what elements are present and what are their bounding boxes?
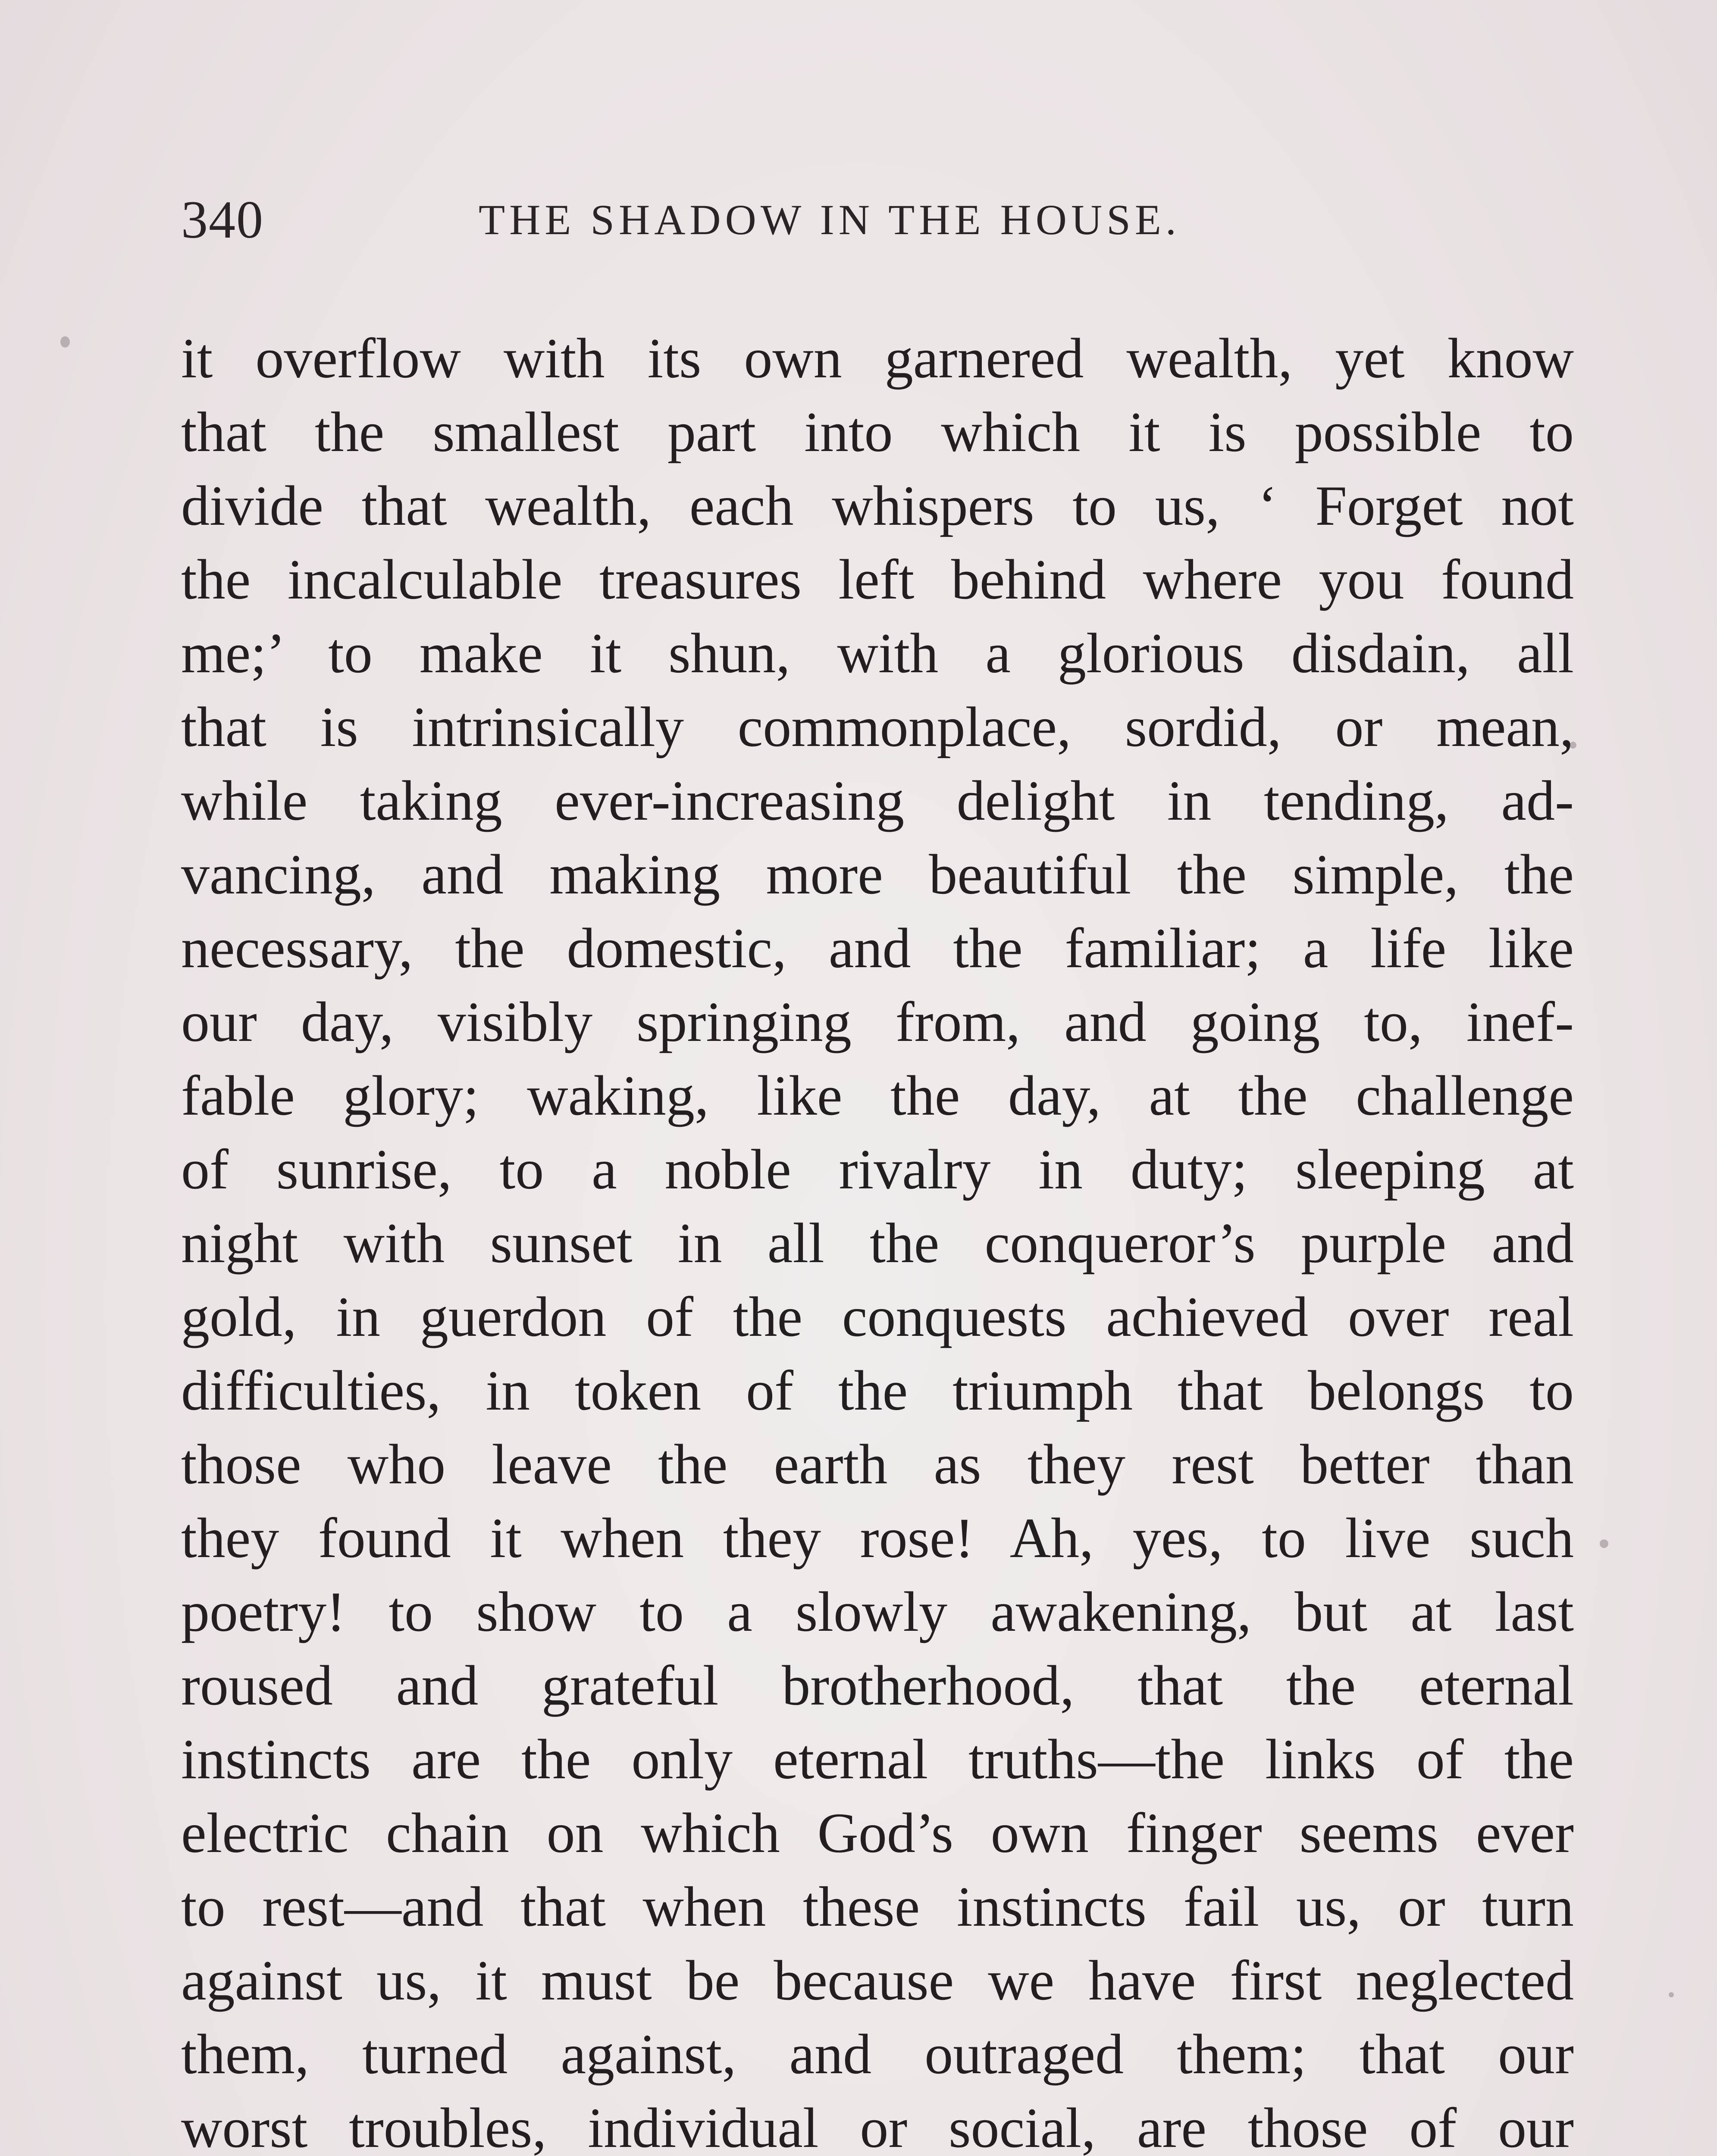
text-line: worst troubles, individual or social, are those of our xyxy=(181,2096,1574,2156)
text-line: while taking ever-increasing delight in tending, ad- xyxy=(181,769,1574,832)
text-line: they found it when they rose! Ah, yes, to live such xyxy=(181,1506,1574,1570)
page-number: 340 xyxy=(181,190,264,249)
text-line: difficulties, in token of the triumph that belongs to xyxy=(181,1359,1574,1422)
text-line: necessary, the domestic, and the familiar; a life like xyxy=(181,916,1574,980)
text-line: vancing, and making more beautiful the simple, the xyxy=(181,843,1574,906)
paper-speck xyxy=(1669,1992,1674,1997)
text-line: it overflow with its own garnered wealth, yet know xyxy=(181,326,1574,390)
text-line: those who leave the earth as they rest better than xyxy=(181,1432,1574,1496)
running-title: THE SHADOW IN THE HOUSE. xyxy=(479,196,1181,244)
paper-speck xyxy=(1600,1539,1608,1548)
text-line: the incalculable treasures left behind where you found xyxy=(181,548,1574,611)
text-line: fable glory; waking, like the day, at the challenge xyxy=(181,1064,1574,1127)
text-line: poetry! to show to a slowly awakening, but at last xyxy=(181,1580,1574,1643)
text-line: against us, it must be because we have first neglected xyxy=(181,1949,1574,2012)
text-line: our day, visibly springing from, and going to, inef- xyxy=(181,990,1574,1053)
text-line: of sunrise, to a noble rivalry in duty; sleeping at xyxy=(181,1138,1574,1201)
running-head xyxy=(181,181,1285,259)
text-line: that is intrinsically commonplace, sordid, or mean, xyxy=(181,695,1574,758)
text-line: roused and grateful brotherhood, that the eternal xyxy=(181,1654,1574,1717)
text-line: night with sunset in all the conqueror’s purple and xyxy=(181,1211,1574,1275)
text-line: that the smallest part into which it is possible to xyxy=(181,400,1574,464)
paper-speck xyxy=(60,336,70,348)
text-line: electric chain on which God’s own finger seems ever xyxy=(181,1801,1574,1865)
text-line: them, turned against, and outraged them; that our xyxy=(181,2022,1574,2086)
text-line: divide that wealth, each whispers to us, ‘ Forget not xyxy=(181,474,1574,537)
text-line: me;’ to make it shun, with a glorious disdain, all xyxy=(181,621,1574,685)
text-line: to rest—and that when these instincts fail us, or turn xyxy=(181,1875,1574,1938)
text-line: instincts are the only eternal truths—the links of the xyxy=(181,1727,1574,1791)
body-text xyxy=(181,321,1574,2156)
text-line: gold, in guerdon of the conquests achieved over real xyxy=(181,1285,1574,1348)
